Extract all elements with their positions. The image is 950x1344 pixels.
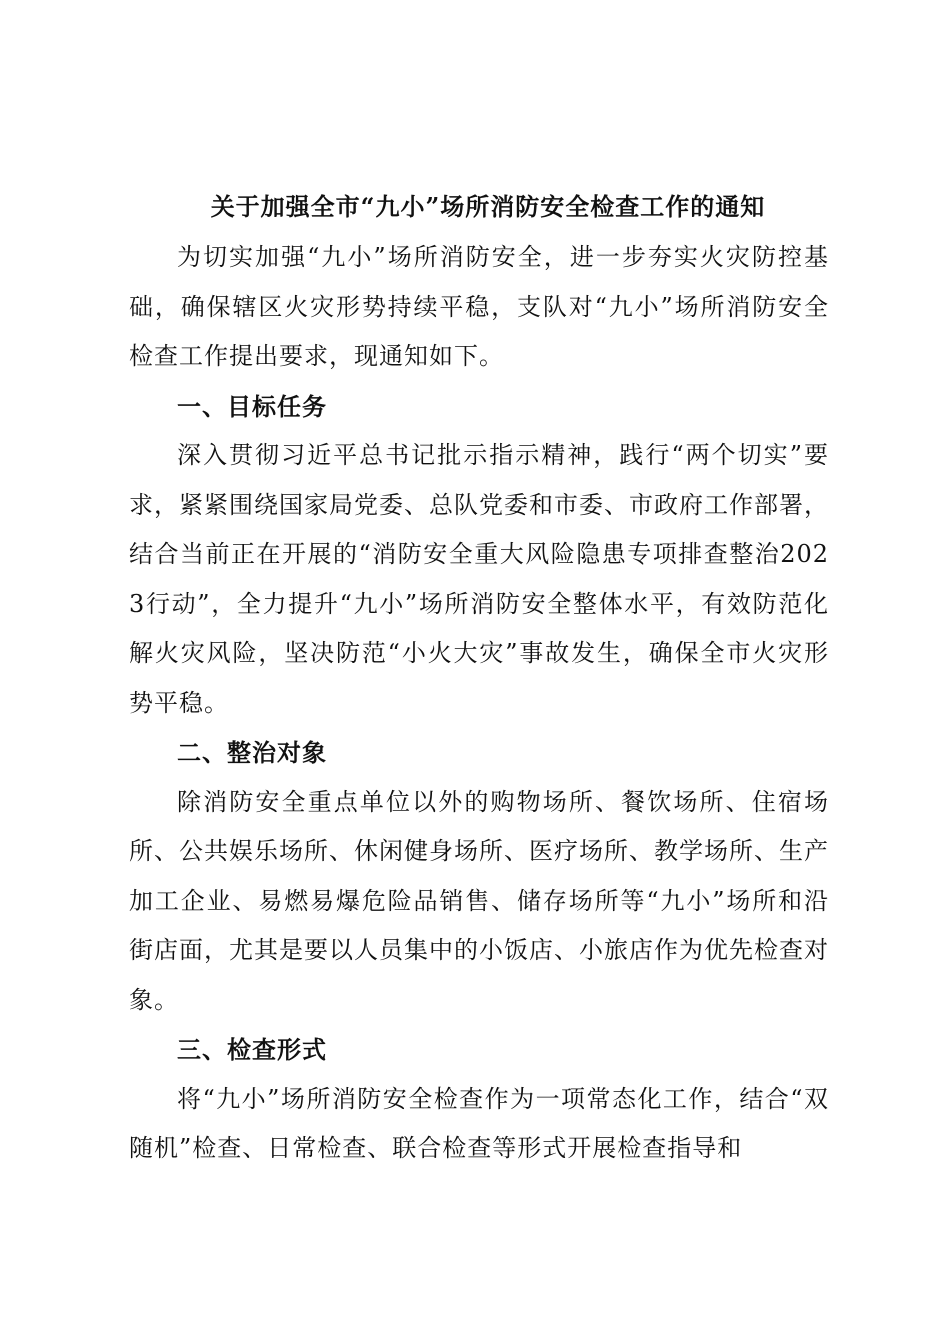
section-heading-inspection-form: 三、检查形式 (177, 1035, 327, 1064)
document-body (129, 181, 829, 1174)
intro-paragraph: 为切实加强“九小”场所消防安全，进一步夯实火灾防控基础，确保辖区火灾形势持续平稳，支队对“九小”场所消防安全检查工作提出要求，现通知如下。 (129, 243, 829, 370)
section-body-goals: 深入贯彻习近平总书记批示指示精神，践行“两个切实”要求，紧紧围绕国家局党委、总队党委和市委、市政府工作部署，结合当前正在开展的“消防安全重大风险隐患专项排查整治2023行动”，全力提升“九小”场所消防安全整体水平，有效防范化解火灾风险，坚决防范“小火大灾”事故发生，确保全市火灾形势平稳。 (129, 441, 829, 717)
section-body-inspection-form: 将“九小”场所消防安全检查作为一项常态化工作，结合“双随机”检查、日常检查、联合检查等形式开展检查指导和 (129, 1084, 829, 1162)
document-title: 关于加强全市“九小”场所消防安全检查工作的通知 (210, 192, 766, 221)
section-heading-goals: 一、目标任务 (177, 391, 327, 421)
section-heading-targets: 二、整治对象 (177, 738, 327, 767)
section-body-targets: 除消防安全重点单位以外的购物场所、餐饮场所、住宿场所、公共娱乐场所、休闲健身场所、医疗场所、教学场所、生产加工企业、易燃易爆危险品销售、储存场所等“九小”场所和沿街店面，尤其是要以人员集中的小饭店、小旅店作为优先检查对象。 (129, 787, 829, 1014)
